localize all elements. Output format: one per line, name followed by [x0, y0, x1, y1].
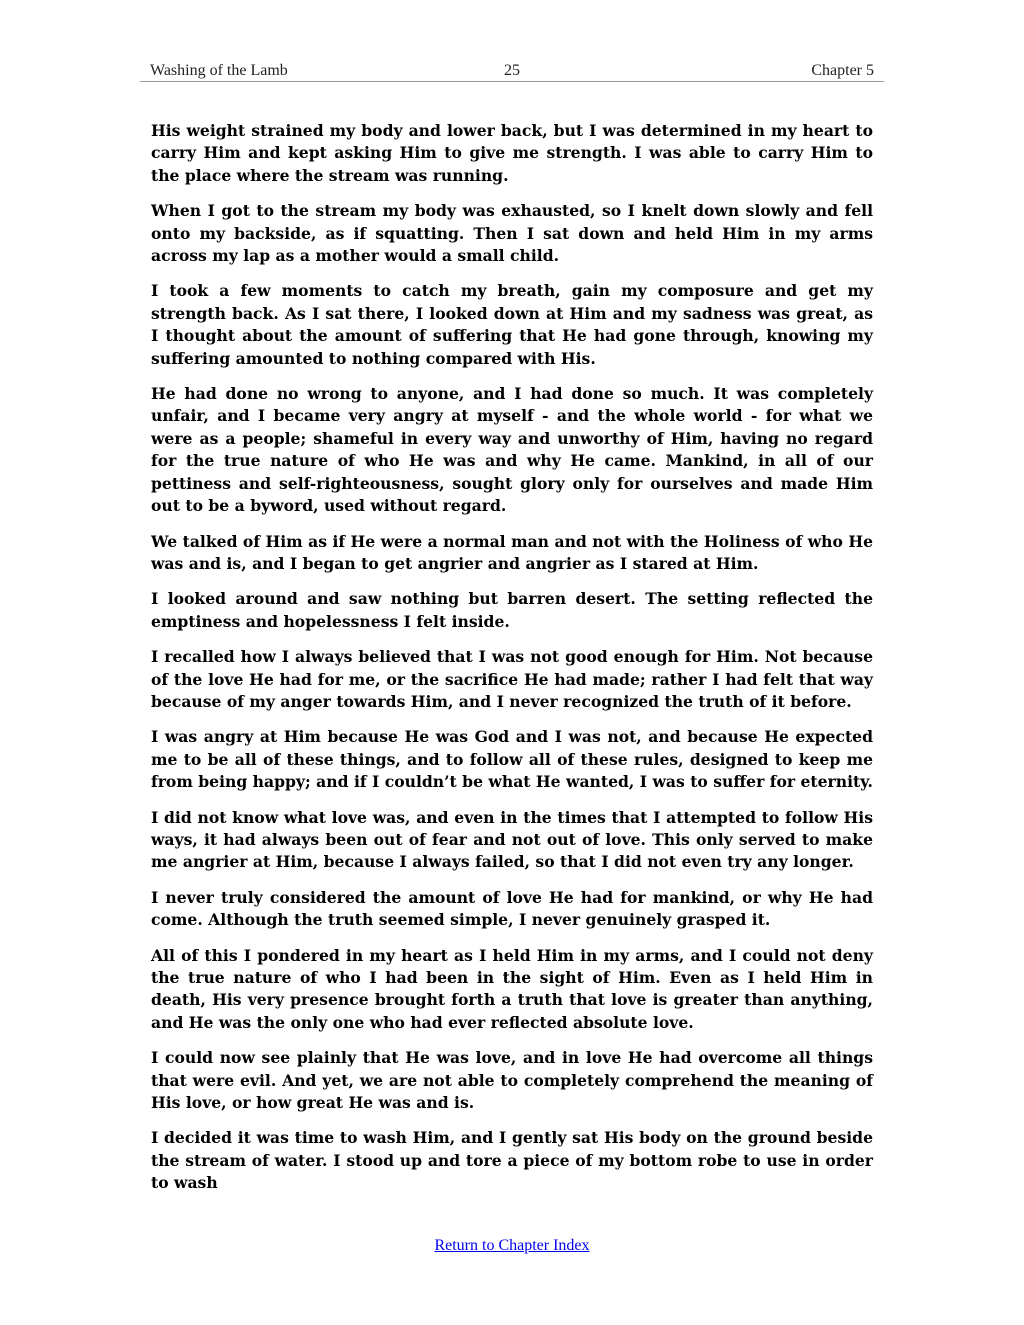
paragraph-10: I never truly considered the amount of love He had for mankind, or why He had come. Although the truth seemed simple, I never genuinely grasped it.	[151, 887, 873, 930]
paragraph-6: I looked around and saw nothing but barren desert. The setting reflected the emptiness and hopelessness I felt inside.	[151, 589, 873, 631]
paragraph-11: All of this I pondered in my heart as I held Him in my arms, and I could not deny the true nature of who I had been in the sight of Him. Even as I held Him in death, His very presence brought forth a truth that love is greater than anything, and He was the only one who had ever reflected absolute love.	[151, 945, 873, 1032]
paragraph-4: He had done no wrong to anyone, and I had done so much. It was completely unfair, and I became very angry at myself - and the whole world - for what we were as a people; shameful in every way and unworthy of Him, having no regard for the true nature of who He was and why He came. Mankind, in all of our pettiness and self-righteousness, sought glory only for ourselves and made Him out to be a byword, used without regard.	[151, 384, 873, 516]
paragraph-1: His weight strained my body and lower back, but I was determined in my heart to carry Him and kept asking Him to give me strength. I was able to carry Him to the place where the stream was running.	[151, 121, 873, 185]
paragraph-12: I could now see plainly that He was love, and in love He had overcome all things that were evil. And yet, we are not able to completely comprehend the meaning of His love, or how great He was and is.	[151, 1048, 873, 1113]
paragraph-9: I did not know what love was, and even in the times that I attempted to follow His ways, it had always been out of fear and not out of love. This only served to make me angrier at Him, because I always failed, so that I did not even try any longer.	[151, 807, 873, 872]
page-footer	[0, 1237, 1024, 1255]
page-number: 25	[504, 62, 520, 79]
book-title: Washing of the Lamb	[150, 62, 288, 79]
paragraph-7: I recalled how I always believed that I was not good enough for Him. Not because of the love He had for me, or the sacrifice He had made; rather I had felt that way because of my anger towards Him, and I never recognized the truth of it before.	[151, 647, 873, 711]
paragraph-5: We talked of Him as if He were a normal man and not with the Holiness of who He was and is, and I began to get angrier and angrier as I stared at Him.	[151, 531, 873, 573]
paragraph-8: I was angry at Him because He was God and I was not, and because He expected me to be all of these things, and to follow all of these rules, designed to keep me from being happy; and if I couldn’t be what He wanted, I was to suffer for eternity.	[151, 727, 873, 792]
page-header	[150, 60, 874, 82]
page-body	[151, 120, 873, 1208]
paragraph-2: When I got to the stream my body was exhausted, so I knelt down slowly and fell onto my backside, as if squatting. Then I sat down and held Him in my arms across my lap as a mother would a small child.	[151, 201, 873, 266]
header-divider	[140, 81, 884, 82]
paragraph-13: I decided it was time to wash Him, and I gently sat His body on the ground beside the stream of water. I stood up and tore a piece of my bottom robe to use in order to wash	[151, 1128, 873, 1193]
return-to-chapter-index-link[interactable]: Return to Chapter Index	[434, 1237, 590, 1254]
paragraph-3: I took a few moments to catch my breath, gain my composure and get my strength back. As I sat there, I looked down at Him and my sadness was great, as I thought about the amount of suffering that He had gone through, knowing my suffering amounted to nothing compared with His.	[151, 281, 873, 368]
chapter-label: Chapter 5	[811, 62, 874, 79]
